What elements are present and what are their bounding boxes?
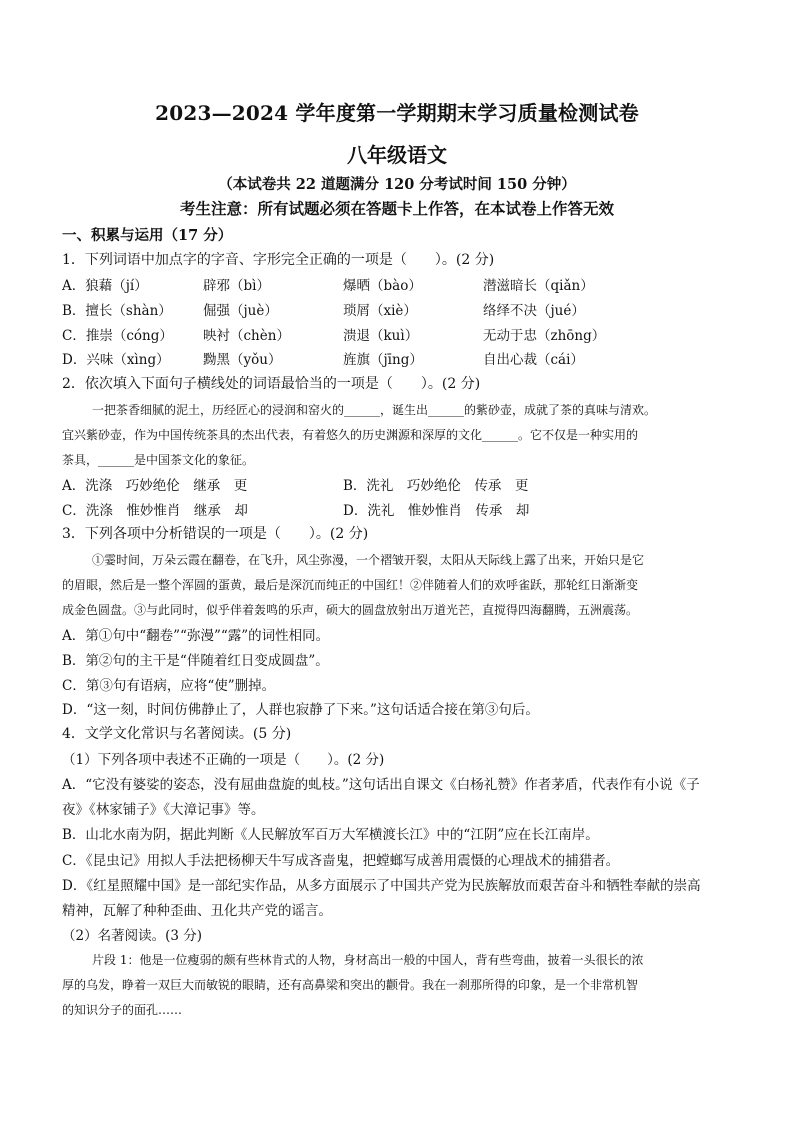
q1-option-d-item-1: D．兴味（xìng） — [62, 352, 170, 368]
q3-option-d: D．“这一刻，时间仿佛静止了，人群也寂静了下来。”这句话适合接在第③句后。 — [62, 702, 539, 718]
question-4-stem: 4．文学文化常识与名著阅读。(5 分) — [62, 726, 292, 742]
q1-option-d-item-3: 旌旗（jīng） — [343, 352, 423, 368]
exam-notice: 考生注意：所有试题必须在答题卡上作答，在本试卷上作答无效 — [179, 199, 614, 218]
subject-title: 八年级语文 — [347, 143, 447, 167]
q1-option-c-item-2: 映衬（chèn） — [203, 328, 290, 344]
q2-option-d: D．洗礼 惟妙惟肖 传承 却 — [343, 503, 530, 519]
q1-option-c-item-1: C．推崇（cóng） — [62, 328, 173, 344]
q1-option-d-item-2: 黝黑（yǒu） — [203, 352, 282, 368]
q4-sub-question-2: （2）名著阅读。(3 分) — [62, 928, 203, 944]
q2-passage-line-1: 一把茶香细腻的泥土，历经匠心的浸润和窑火的______，诞生出______的紫砂壶，成就了茶的真味与清欢。 — [92, 403, 657, 417]
q1-option-b-item-2: 倔强（juè） — [203, 303, 278, 319]
q2-option-a: A．洗涤 巧妙绝伦 继承 更 — [62, 478, 248, 494]
q4-option-d-line-2: 精神，瓦解了种种歪曲、丑化共产党的谣言。 — [62, 903, 332, 919]
q3-passage-line-1: ①霎时间，万朵云霞在翻卷，在飞升，风尘弥漫，一个褶皱开裂，太阳从天际线上露了出来，开始只是它 — [92, 553, 645, 567]
q1-option-d-item-4: 自出心裁（cái） — [483, 352, 584, 368]
q2-option-b: B．洗礼 巧妙绝伦 传承 更 — [343, 478, 529, 494]
q1-option-a-item-4: 潜滋暗长（qiǎn） — [483, 278, 594, 294]
q3-passage-line-3: 成金色圆盘。③与此同时，似乎伴着轰鸣的乐声，硕大的圆盘放射出万道光芒，直搅得四海翻腾，五洲震荡。 — [62, 603, 639, 617]
q3-option-b: B．第②句的主干是“伴随着红日变成圆盘”。 — [62, 653, 329, 669]
q4-option-b: B．山北水南为阴，据此判断《人民解放军百万大军横渡长江》中的“江阴”应在长江南岸。 — [62, 827, 599, 843]
q1-option-c-item-3: 溃退（kuì） — [343, 328, 419, 344]
q4-option-a-line-1: A．“它没有婆娑的姿态，没有屈曲盘旋的虬枝。”这句话出自课文《白杨礼赞》作者茅盾，代表作有小说《子 — [62, 777, 700, 793]
q1-option-a-item-2: 辟邪（bì） — [203, 278, 270, 294]
q2-option-c: C．洗涤 惟妙惟肖 继承 却 — [62, 503, 248, 519]
exam-title: 2023—2024 学年度第一学期期末学习质量检测试卷 — [155, 101, 639, 125]
q4-passage-line-2: 厚的乌发，睁着一双巨大而敏锐的眼睛，还有高鼻梁和突出的颧骨。我在一刹那所得的印象，是一个非常机智 — [62, 978, 639, 992]
q4-option-d-line-1: D．《红星照耀中国》是一部纪实作品，从多方面展示了中国共产党为民族解放而艰苦奋斗和牺牲奉献的崇高 — [62, 878, 701, 894]
q2-passage-line-2: 宜兴紫砂壶，作为中国传统茶具的杰出代表，有着悠久的历史渊源和深厚的文化______。它不仅是一种实用的 — [62, 428, 639, 442]
q3-option-a: A．第①句中“翻卷”“弥漫”“露”的词性相同。 — [62, 628, 330, 644]
section-heading: 一、积累与运用（17 分） — [62, 227, 233, 244]
q4-option-c: C．《昆虫记》用拟人手法把杨柳天牛写成吝啬鬼，把螳螂写成善用震慑的心理战术的捕猎者。 — [62, 853, 620, 869]
q4-option-a-line-2: 夜》《林家铺子》《大漳记事》等。 — [62, 802, 265, 818]
q4-passage-line-1: 片段 1：他是一位瘦弱的颇有些林肯式的人物，身材高出一般的中国人，背有些弯曲，披着一头很长的浓 — [92, 953, 644, 967]
question-1-stem: 1．下列词语中加点字的字音、字形完全正确的一项是（ ）。(2 分) — [62, 252, 495, 268]
q1-option-a-item-1: A．狼藉（jí） — [62, 278, 148, 294]
q1-option-b-item-4: 络绎不决（jué） — [483, 303, 585, 319]
q2-passage-line-3: 茶具，______是中国茶文化的象征。 — [62, 453, 255, 467]
q3-passage-line-2: 的眉眼，然后是一整个浑圆的蛋黄，最后是深沉而纯正的中国红！②伴随着人们的欢呼雀跃，那轮红日渐渐变 — [62, 578, 639, 592]
q3-option-c: C．第③句有语病，应将“使”删掉。 — [62, 678, 276, 694]
q4-passage-line-3: 的知识分子的面孔…… — [62, 1003, 183, 1017]
question-2-stem: 2．依次填入下面句子横线处的词语最恰当的一项是（ ）。(2 分) — [62, 376, 481, 392]
q1-option-c-item-4: 无动于忠（zhōng） — [483, 328, 606, 344]
question-3-stem: 3．下列各项中分析错误的一项是（ ）。(2 分) — [62, 526, 369, 542]
q4-sub-question-1: （1）下列各项中表述不正确的一项是（ ）。(2 分) — [62, 752, 385, 768]
q1-option-b-item-1: B．擅长（shàn） — [62, 303, 172, 319]
q1-option-b-item-3: 琐屑（xiè） — [343, 303, 417, 319]
q1-option-a-item-3: 爆晒（bào） — [343, 278, 422, 294]
exam-info: （本试卷共 22 道题满分 120 分考试时间 150 分钟） — [218, 176, 576, 193]
